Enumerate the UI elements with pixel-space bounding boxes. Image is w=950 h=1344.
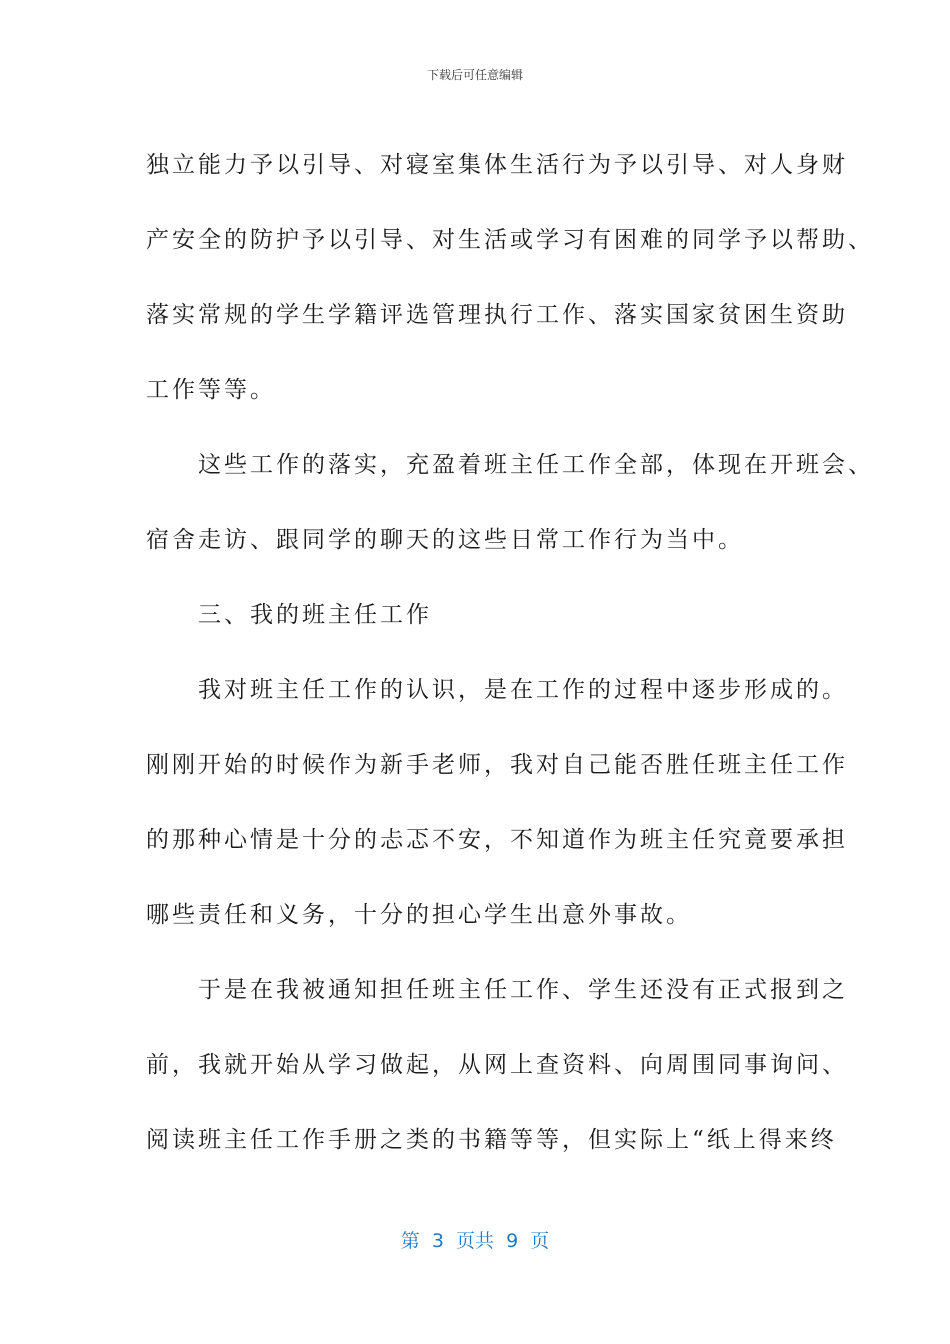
document-body xyxy=(146,128,874,1178)
text-line-11: 哪些责任和义务，十分的担心学生出意外事故。 xyxy=(146,902,692,928)
text-line-3: 落实常规的学生学籍评选管理执行工作、落实国家贫困生资助 xyxy=(146,302,848,328)
section-heading: 三、我的班主任工作 xyxy=(146,602,432,628)
text-line-8: 我对班主任工作的认识，是在工作的过程中逐步形成的。 xyxy=(146,677,848,703)
text-line-14: 阅读班主任工作手册之类的书籍等等，但实际上“纸上得来终 xyxy=(146,1127,837,1153)
page-number: 第 3 页共 9 页 xyxy=(400,1230,550,1252)
text-line-13: 前，我就开始从学习做起，从网上查资料、向周围同事询问、 xyxy=(146,1052,848,1078)
text-line-6: 宿舍走访、跟同学的聊天的这些日常工作行为当中。 xyxy=(146,527,744,553)
text-line-9: 刚刚开始的时候作为新手老师，我对自己能否胜任班主任工作 xyxy=(146,752,848,778)
text-line-4: 工作等等。 xyxy=(146,377,276,403)
text-line-10: 的那种心情是十分的忐忑不安，不知道作为班主任究竟要承担 xyxy=(146,827,848,853)
text-line-5: 这些工作的落实，充盈着班主任工作全部，体现在开班会、 xyxy=(146,452,874,478)
page-footer xyxy=(0,1226,950,1253)
text-line-2: 产安全的防护予以引导、对生活或学习有困难的同学予以帮助、 xyxy=(146,227,874,253)
header-note: 下载后可任意编辑 xyxy=(426,68,523,82)
text-line-1: 独立能力予以引导、对寝室集体生活行为予以引导、对人身财 xyxy=(146,152,848,178)
text-line-12: 于是在我被通知担任班主任工作、学生还没有正式报到之 xyxy=(146,977,848,1003)
